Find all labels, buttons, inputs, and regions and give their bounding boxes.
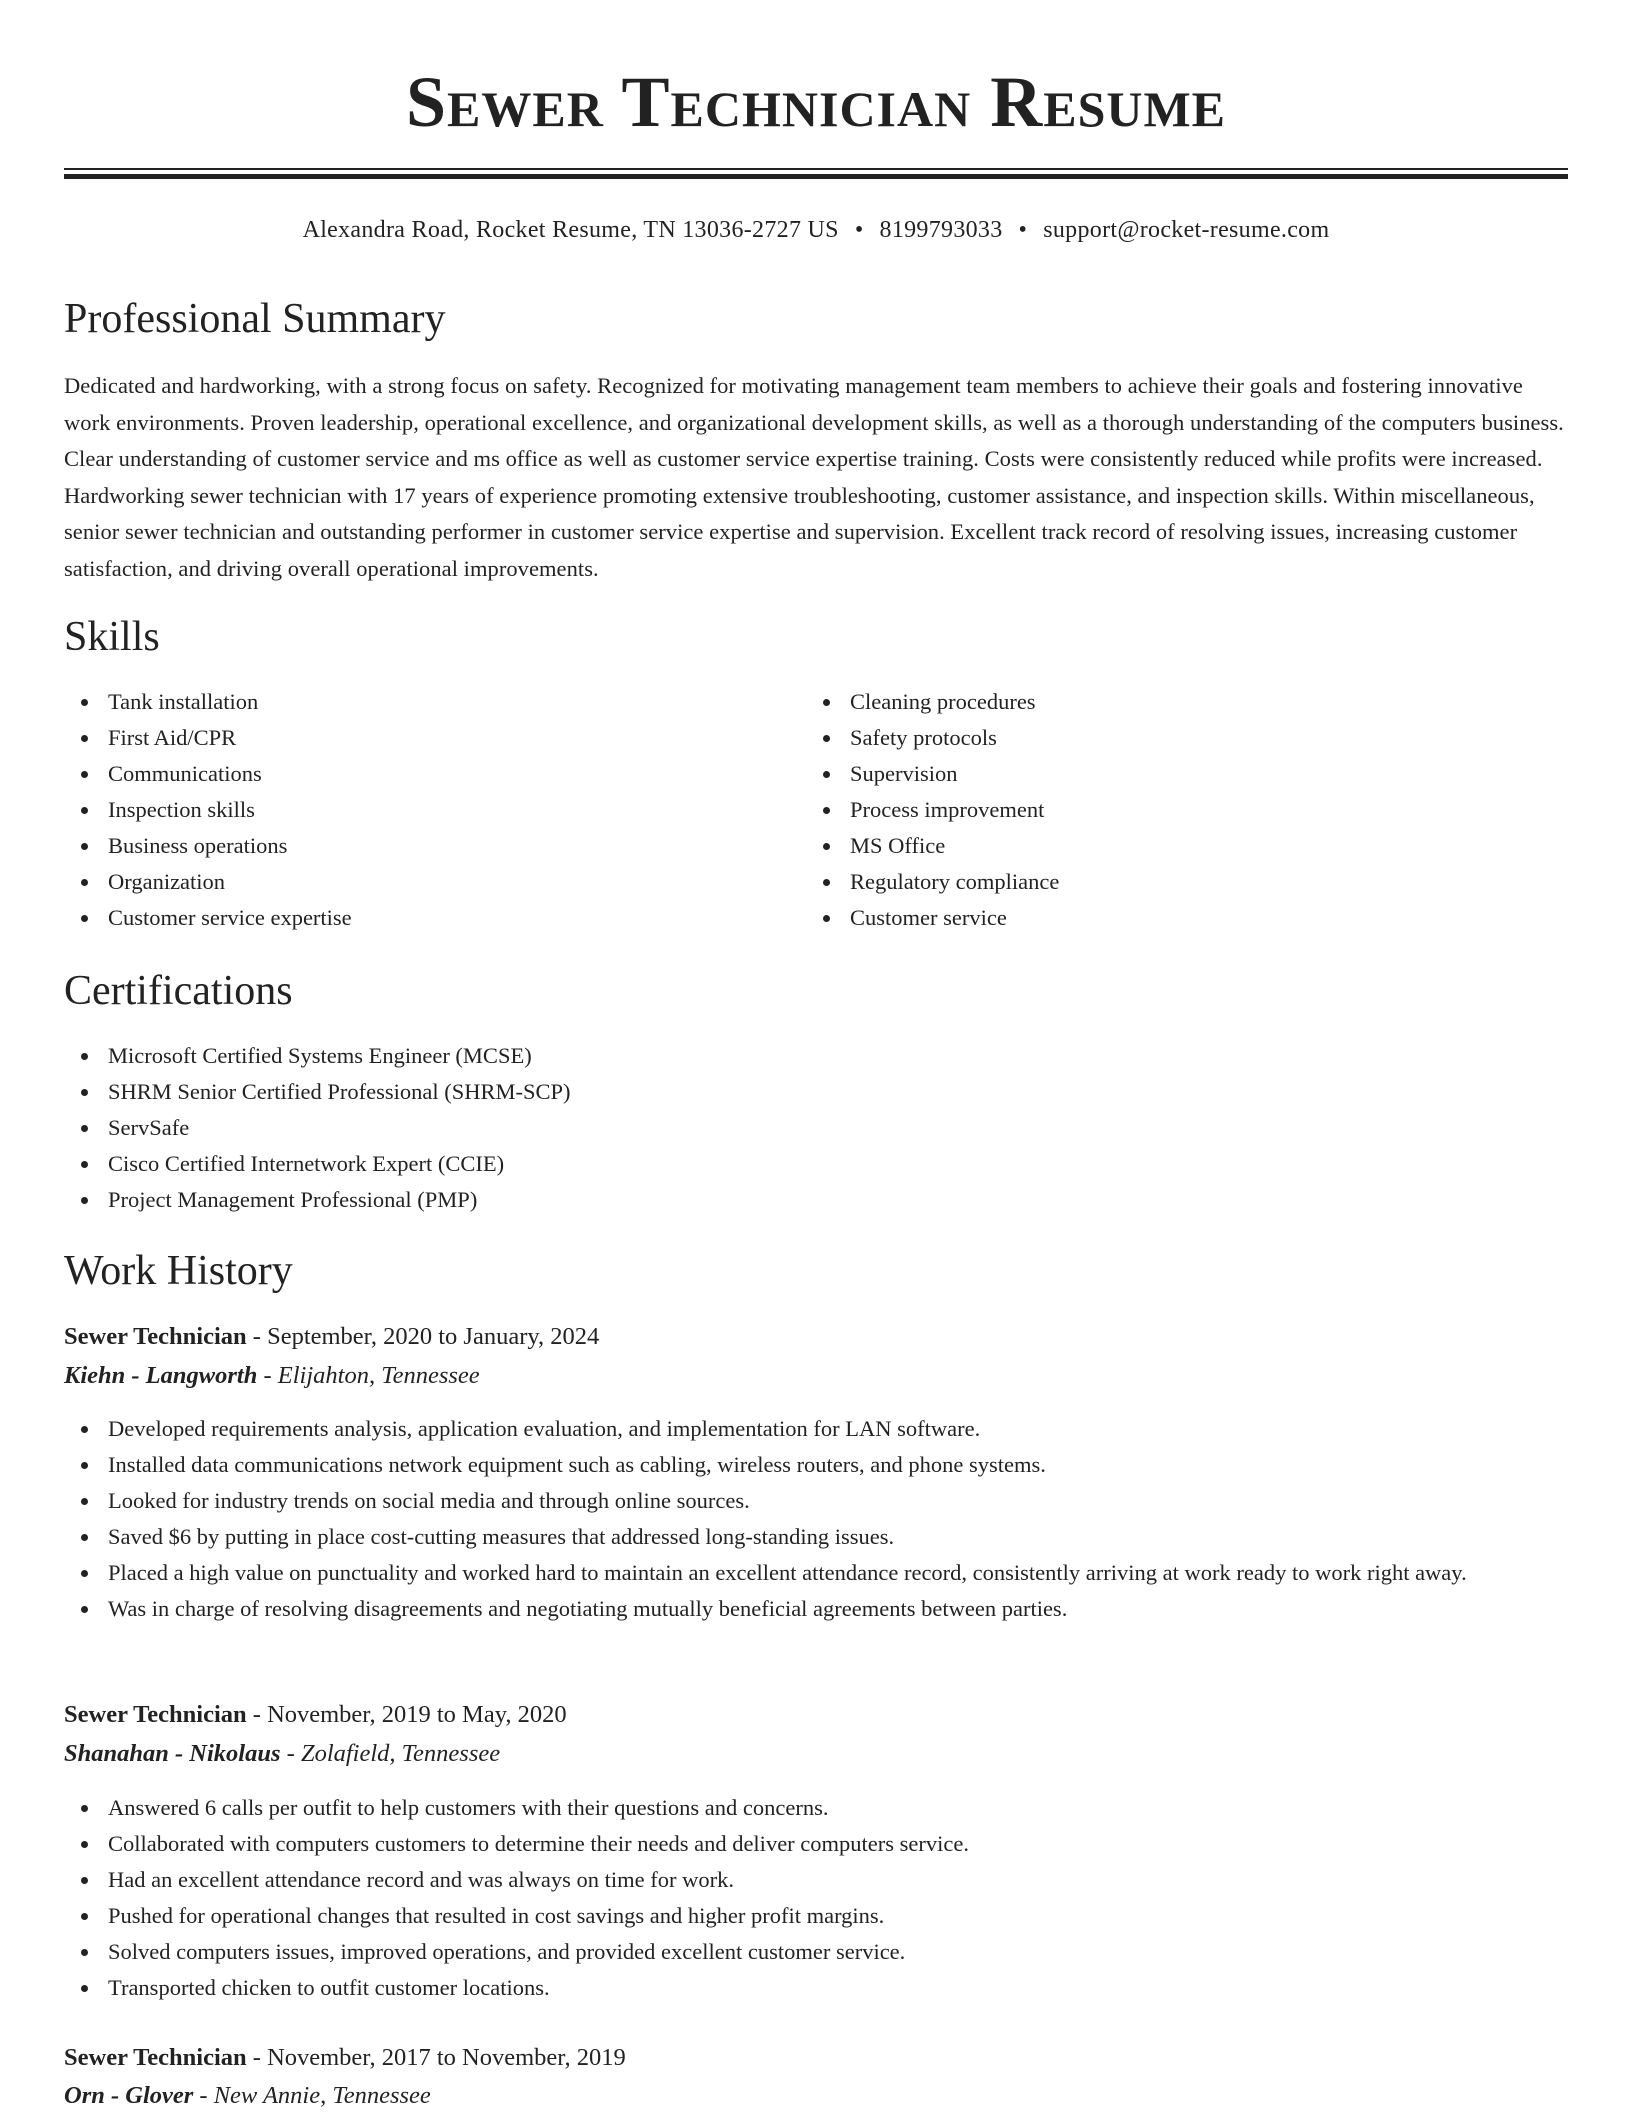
job-bullet: Collaborated with computers customers to determine their needs and deliver computers service. xyxy=(64,1826,1568,1862)
job-header: Sewer Technician - November, 2017 to November, 2019 xyxy=(64,2044,626,2071)
certification-item: Cisco Certified Internetwork Expert (CCIE) xyxy=(64,1146,1568,1182)
job-title: Sewer Technician xyxy=(64,1323,247,1350)
job-bullet: Solved computers issues, improved operations, and provided excellent customer service. xyxy=(64,1934,1568,1970)
job-employer: Orn - Glover - New Annie, Tennessee xyxy=(64,2082,431,2109)
title-divider-thin xyxy=(64,168,1568,170)
contact-phone: 8199793033 xyxy=(879,217,1003,243)
certifications-list xyxy=(64,1038,1568,1218)
skill-item: Cleaning procedures xyxy=(806,684,1546,720)
title-divider-thick xyxy=(64,174,1568,179)
job-dates: November, 2019 to May, 2020 xyxy=(267,1701,567,1728)
job-location: Zolafield, Tennessee xyxy=(300,1740,501,1767)
contact-email: support@rocket-resume.com xyxy=(1043,217,1330,243)
job-bullet: Developed requirements analysis, application evaluation, and implementation for LAN software. xyxy=(64,1411,1568,1447)
job-header: Sewer Technician - November, 2019 to May, 2020 xyxy=(64,1701,567,1728)
skill-item: Regulatory compliance xyxy=(806,864,1546,900)
skill-item: Customer service expertise xyxy=(64,900,804,936)
job-location: Elijahton, Tennessee xyxy=(277,1362,480,1389)
job-company: Orn - Glover xyxy=(64,2082,194,2109)
certification-item: SHRM Senior Certified Professional (SHRM-SCP) xyxy=(64,1074,1568,1110)
job-bullet: Saved $6 by putting in place cost-cutting measures that addressed long-standing issues. xyxy=(64,1519,1568,1555)
job-bullet: Installed data communications network equipment such as cabling, wireless routers, and phone systems. xyxy=(64,1447,1568,1483)
job-employer: Kiehn - Langworth - Elijahton, Tennessee xyxy=(64,1362,480,1389)
skill-item: MS Office xyxy=(806,828,1546,864)
job-bullets xyxy=(64,1411,1568,1627)
job-company: Shanahan - Nikolaus xyxy=(64,1740,281,1767)
contact-separator: • xyxy=(854,217,864,243)
skill-item: Safety protocols xyxy=(806,720,1546,756)
job-bullets xyxy=(64,1790,1568,2006)
skills-list-left xyxy=(64,684,804,936)
skill-item: First Aid/CPR xyxy=(64,720,804,756)
contact-separator: • xyxy=(1018,217,1028,243)
job-header: Sewer Technician - September, 2020 to January, 2024 xyxy=(64,1323,600,1350)
summary-text: Dedicated and hardworking, with a strong focus on safety. Recognized for motivating management team members to achieve their goals and fostering innovative work environments. Proven leadership, operational excellence, and organizational development skills, as well as a thorough understanding of the computers business. Clear understanding of customer service and ms office as well as customer service expertise training. Costs were consistently reduced while profits were increased. Hardworking sewer technician with 17 years of experience promoting extensive troubleshooting, customer assistance, and inspection skills. Within miscellaneous, senior sewer technician and outstanding performer in customer service expertise and supervision. Excellent track record of resolving issues, increasing customer satisfaction, and driving overall operational improvements. xyxy=(64,373,1564,581)
job-bullet: Placed a high value on punctuality and worked hard to maintain an excellent attendance record, consistently arriving at work ready to work right away. xyxy=(64,1555,1568,1591)
skill-item: Process improvement xyxy=(806,792,1546,828)
skill-item: Business operations xyxy=(64,828,804,864)
job-title: Sewer Technician xyxy=(64,1701,247,1728)
job-bullet: Pushed for operational changes that resulted in cost savings and higher profit margins. xyxy=(64,1898,1568,1934)
contact-line xyxy=(64,214,1568,246)
contact-address: Alexandra Road, Rocket Resume, TN 13036-2727 US xyxy=(302,217,839,243)
job-company: Kiehn - Langworth xyxy=(64,1362,258,1389)
summary-heading: Professional Summary xyxy=(64,296,446,342)
skill-item: Inspection skills xyxy=(64,792,804,828)
job-bullet: Transported chicken to outfit customer locations. xyxy=(64,1970,1568,2006)
skill-item: Customer service xyxy=(806,900,1546,936)
resume-title: Sewer Technician Resume xyxy=(405,62,1227,142)
certifications-heading: Certifications xyxy=(64,968,293,1014)
certification-item: Project Management Professional (PMP) xyxy=(64,1182,1568,1218)
job-bullet: Answered 6 calls per outfit to help customers with their questions and concerns. xyxy=(64,1790,1568,1826)
skills-heading: Skills xyxy=(64,614,160,660)
skills-list-right xyxy=(806,684,1546,936)
work-history-heading: Work History xyxy=(64,1248,293,1294)
skill-item: Tank installation xyxy=(64,684,804,720)
job-dates: September, 2020 to January, 2024 xyxy=(267,1323,600,1350)
skill-item: Communications xyxy=(64,756,804,792)
job-employer: Shanahan - Nikolaus - Zolafield, Tennessee xyxy=(64,1740,501,1767)
job-dates: November, 2017 to November, 2019 xyxy=(267,2044,626,2071)
job-bullet: Had an excellent attendance record and was always on time for work. xyxy=(64,1862,1568,1898)
certification-item: Microsoft Certified Systems Engineer (MCSE) xyxy=(64,1038,1568,1074)
certification-item: ServSafe xyxy=(64,1110,1568,1146)
job-bullet: Was in charge of resolving disagreements and negotiating mutually beneficial agreements between parties. xyxy=(64,1591,1568,1627)
job-title: Sewer Technician xyxy=(64,2044,247,2071)
skill-item: Organization xyxy=(64,864,804,900)
job-location: New Annie, Tennessee xyxy=(213,2082,431,2109)
job-bullet: Looked for industry trends on social media and through online sources. xyxy=(64,1483,1568,1519)
skill-item: Supervision xyxy=(806,756,1546,792)
